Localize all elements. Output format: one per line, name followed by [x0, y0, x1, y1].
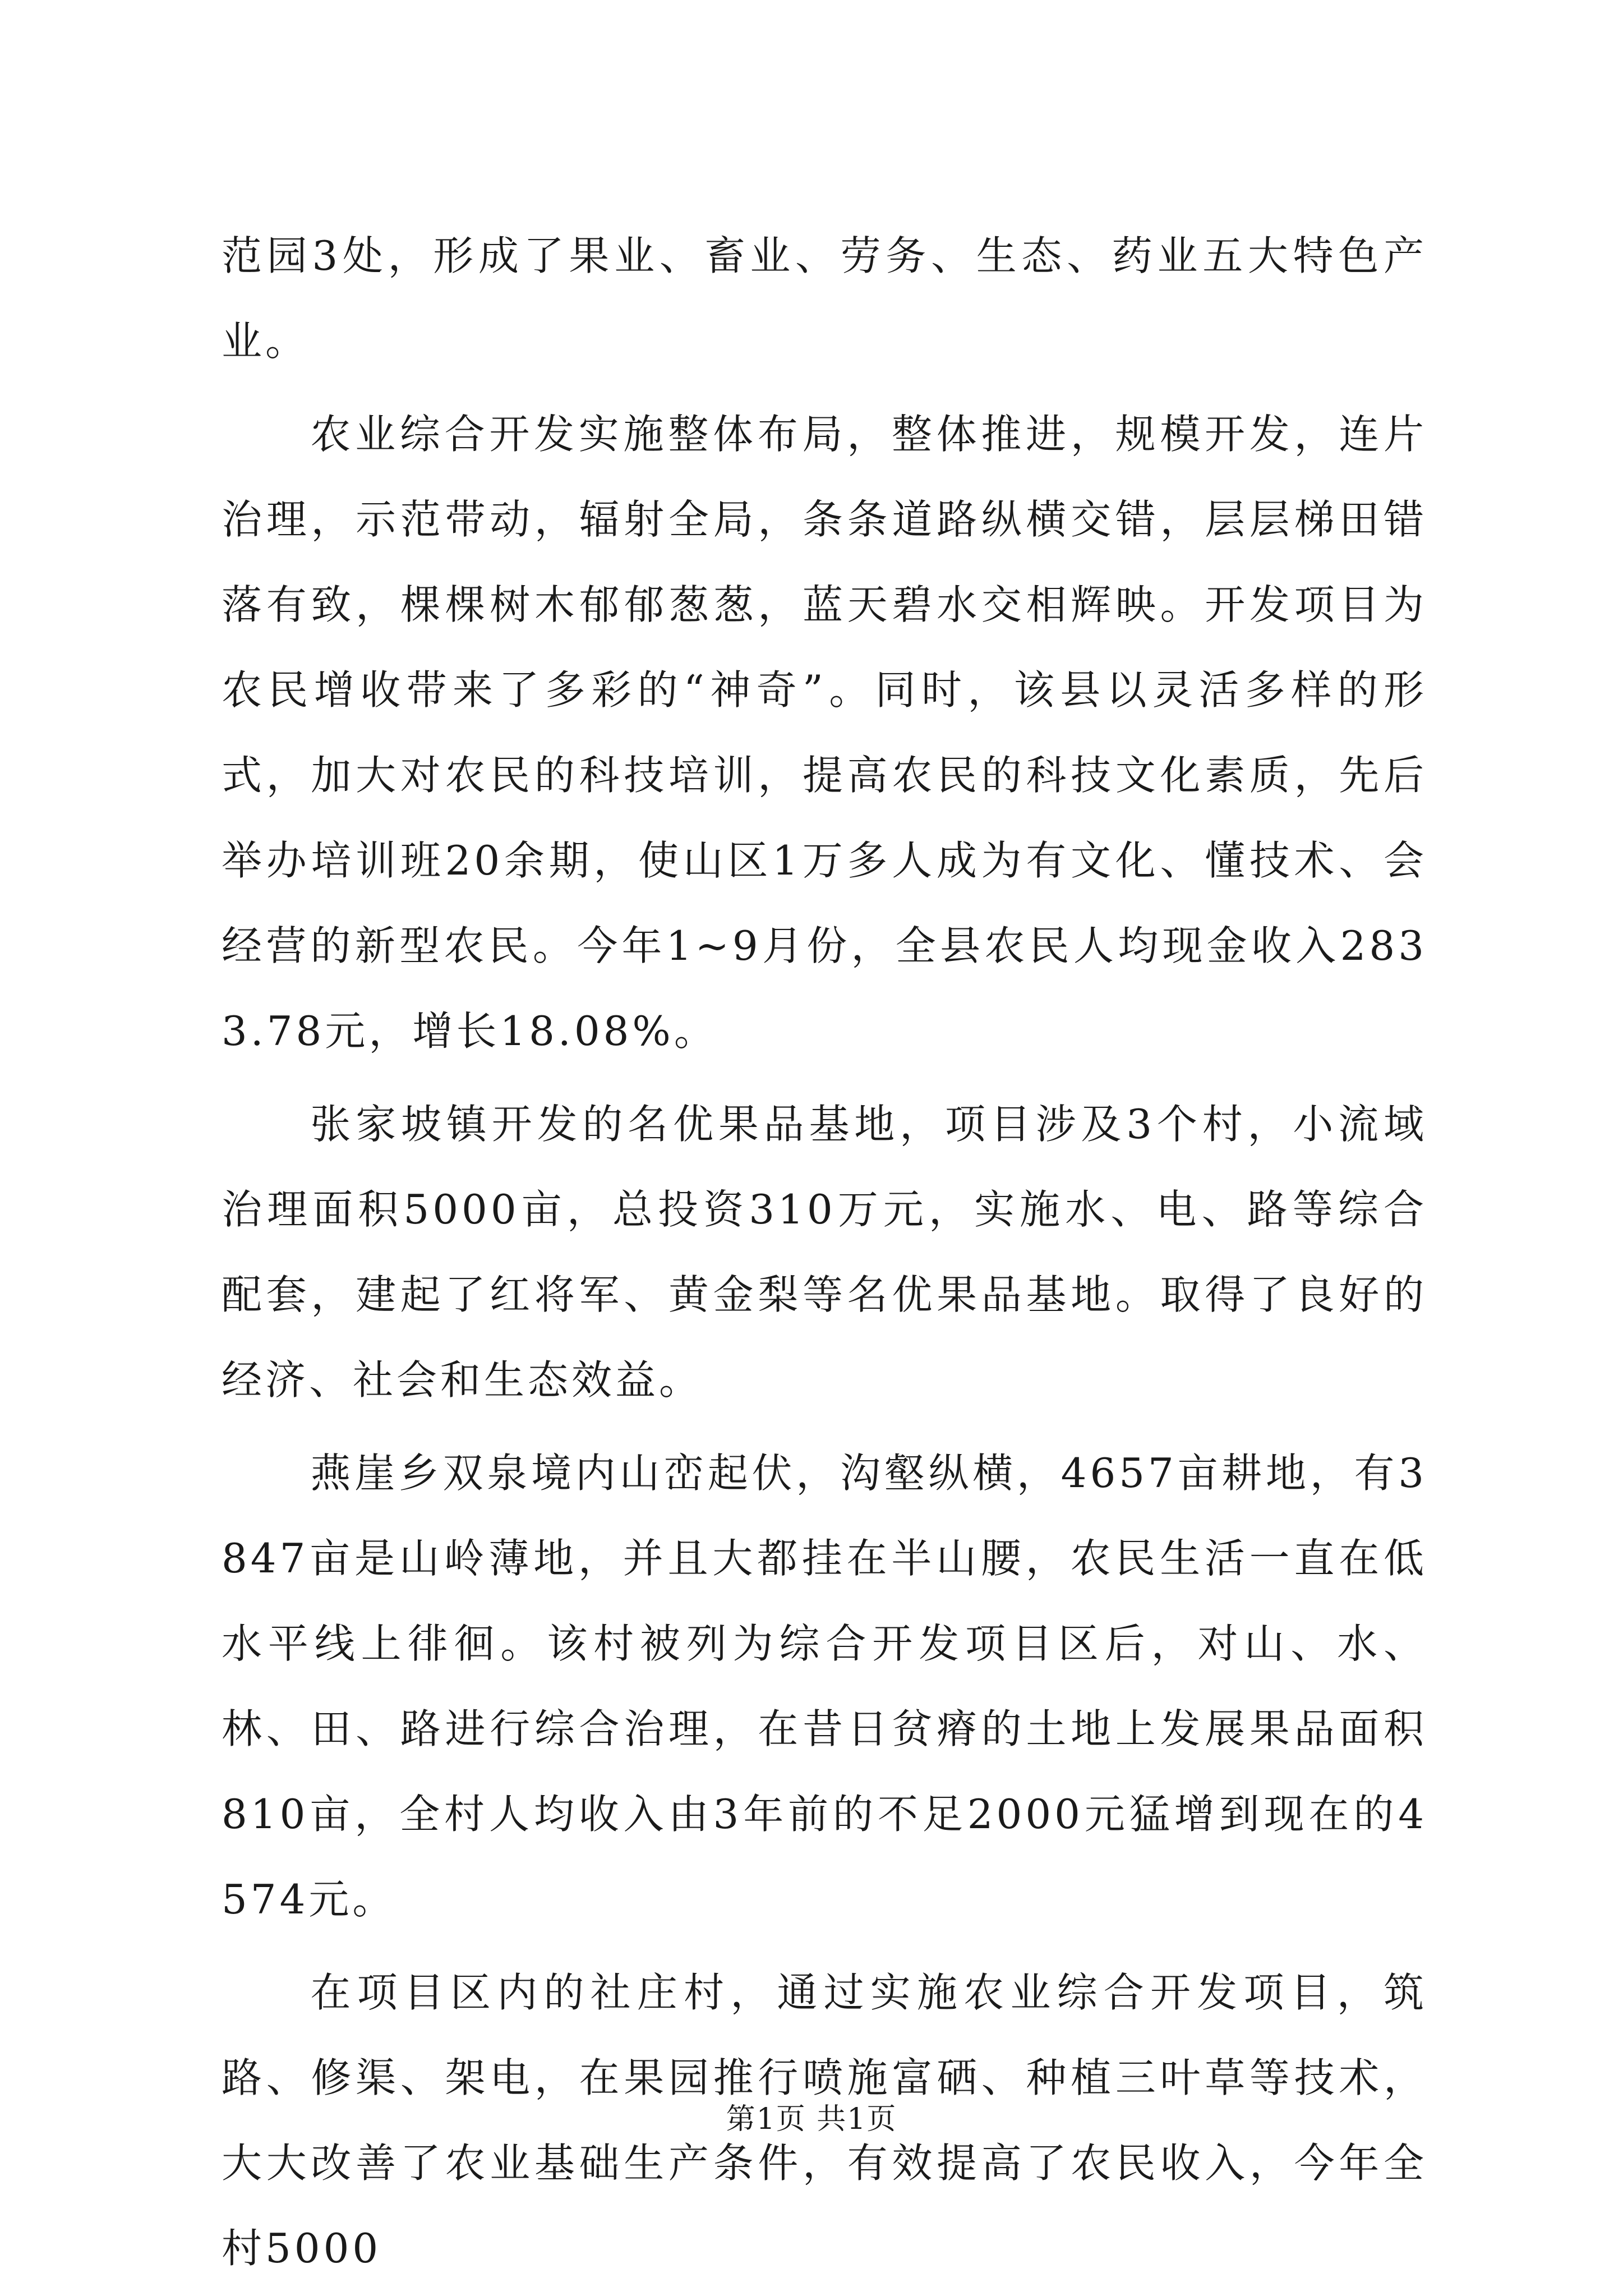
- paragraph-5: 在项目区内的社庄村，通过实施农业综合开发项目，筑路、修渠、架电，在果园推行喷施富硒、种植三叶草等技术，大大改善了农业基础生产条件，有效提高了农民收入，今年全村5000: [222, 1969, 1427, 2272]
- paragraph-4: 燕崖乡双泉境内山峦起伏，沟壑纵横，4657亩耕地，有3847亩是山岭薄地，并且大都挂在半山腰，农民生活一直在低水平线上徘徊。该村被列为综合开发项目区后，对山、水、林、田、路进行综合治理，在昔日贫瘠的土地上发展果品面积810亩，全村人均收入由3年前的不足2000元猛增到现在的4574元。: [222, 1450, 1427, 1923]
- document-body: [222, 213, 1427, 2291]
- page-footer: 第1页 共1页: [726, 2102, 897, 2136]
- paragraph-1: 范园3处，形成了果业、畜业、劳务、生态、药业五大特色产业。: [222, 232, 1427, 365]
- paragraph-3: 张家坡镇开发的名优果品基地，项目涉及3个村，小流域治理面积5000亩，总投资310万元，实施水、电、路等综合配套，建起了红将军、黄金梨等名优果品基地。取得了良好的经济、社会和生态效益。: [222, 1101, 1427, 1404]
- paragraph-2: 农业综合开发实施整体布局，整体推进，规模开发，连片治理，示范带动，辐射全局，条条道路纵横交错，层层梯田错落有致，棵棵树木郁郁葱葱，蓝天碧水交相辉映。开发项目为农民增收带来了多彩的“神奇”。同时，该县以灵活多样的形式，加大对农民的科技培训，提高农民的科技文化素质，先后举办培训班20余期，使山区1万多人成为有文化、懂技术、会经营的新型农民。今年1~9月份，全县农民人均现金收入2833.78元，增长18.08%。: [222, 411, 1427, 1055]
